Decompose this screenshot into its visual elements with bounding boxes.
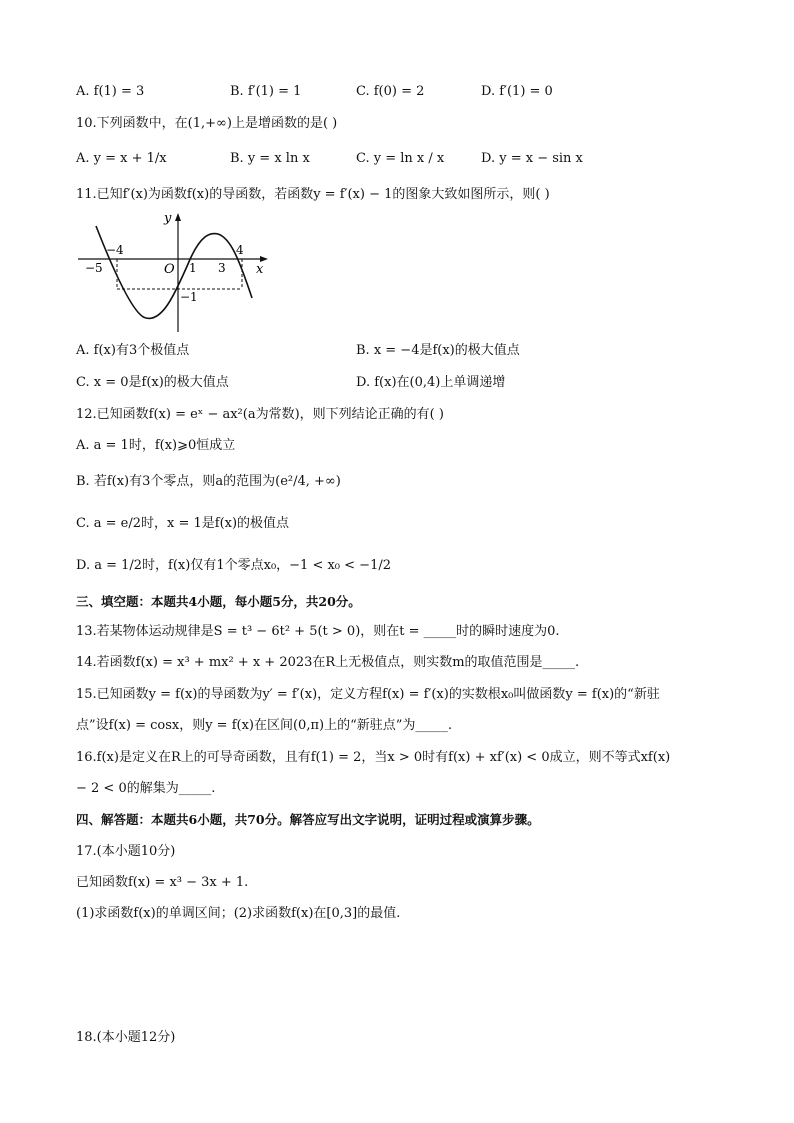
- q15-line2: 点”设f(x) = cosx，则y = f(x)在区间(0,π)上的“新驻点”为_____.: [76, 718, 453, 733]
- q9-option-c: C. f(0) = 2: [356, 84, 425, 99]
- q10-option-a: A. y = x + 1/x: [76, 151, 167, 166]
- q12-option-b: B. 若f(x)有3个零点，则a的范围为(e²/4, +∞): [76, 474, 341, 489]
- q16-line1: 16.f(x)是定义在R上的可导奇函数，且有f(1) = 2，当x > 0时有f(x) + xf′(x) < 0成立，则不等式xf(x): [76, 750, 671, 765]
- q16-line2: − 2 < 0的解集为_____.: [76, 781, 216, 796]
- x-label: x: [256, 262, 264, 277]
- q10-option-b: B. y = x ln x: [230, 151, 310, 166]
- section-3-heading: 三、填空题：本题共4小题，每小题5分，共20分。: [76, 594, 361, 609]
- tick-neg4: −4: [106, 243, 124, 257]
- q14: 14.若函数f(x) = x³ + mx² + x + 2023在R上无极值点，则实数m的取值范围是_____.: [76, 655, 580, 670]
- tick-4: 4: [236, 243, 244, 257]
- q12-stem: 12.已知函数f(x) = eˣ − ax²(a为常数)，则下列结论正确的有( ): [76, 407, 444, 422]
- q12-option-a: A. a = 1时，f(x)⩾0恒成立: [76, 438, 236, 453]
- q17-parts: (1)求函数f(x)的单调区间；(2)求函数f(x)在[0,3]的最值.: [76, 906, 401, 921]
- origin-label: O: [164, 262, 175, 277]
- q11-graph: [76, 210, 276, 336]
- tick-1: 1: [189, 261, 197, 275]
- section-4-heading: 四、解答题：本题共6小题，共70分。解答应写出文字说明，证明过程或演算步骤。: [76, 812, 540, 827]
- q11-option-a: A. f(x)有3个极值点: [76, 343, 190, 358]
- tick-neg1: −1: [180, 290, 198, 304]
- y-label: y: [164, 211, 172, 226]
- y-axis-arrow-icon: [175, 213, 181, 221]
- q13: 13.若某物体运动规律是S = t³ − 6t² + 5(t > 0)，则在t = _____时的瞬时速度为0.: [76, 624, 560, 639]
- q11-option-c: C. x = 0是f(x)的极大值点: [76, 375, 229, 390]
- q17-stem: 已知函数f(x) = x³ − 3x + 1.: [76, 875, 249, 890]
- q9-option-d: D. f′(1) = 0: [481, 84, 553, 99]
- q11-option-b: B. x = −4是f(x)的极大值点: [356, 343, 520, 358]
- q10-option-d: D. y = x − sin x: [481, 151, 583, 166]
- tick-neg5: −5: [85, 261, 103, 275]
- q10-stem: 10.下列函数中，在(1,+∞)上是增函数的是( ): [76, 116, 338, 131]
- q18-heading: 18.(本小题12分): [76, 1030, 176, 1045]
- q9-option-a: A. f(1) = 3: [76, 84, 145, 99]
- q9-option-b: B. f′(1) = 1: [230, 84, 302, 99]
- q10-option-c: C. y = ln x / x: [356, 151, 445, 166]
- q11-option-d: D. f(x)在(0,4)上单调递增: [356, 375, 506, 390]
- q15-line1: 15.已知函数y = f(x)的导函数为y′ = f′(x)，定义方程f(x) = f′(x)的实数根x₀叫做函数y = f(x)的“新驻: [76, 687, 660, 702]
- q17-heading: 17.(本小题10分): [76, 844, 176, 859]
- q12-option-d: D. a = 1/2时，f(x)仅有1个零点x₀，−1 < x₀ < −1/2: [76, 558, 391, 573]
- q12-option-c: C. a = e/2时，x = 1是f(x)的极值点: [76, 516, 290, 531]
- tick-3: 3: [218, 261, 226, 275]
- q11-stem: 11.已知f′(x)为函数f(x)的导函数，若函数y = f′(x) − 1的图象大致如图所示，则( ): [76, 187, 550, 202]
